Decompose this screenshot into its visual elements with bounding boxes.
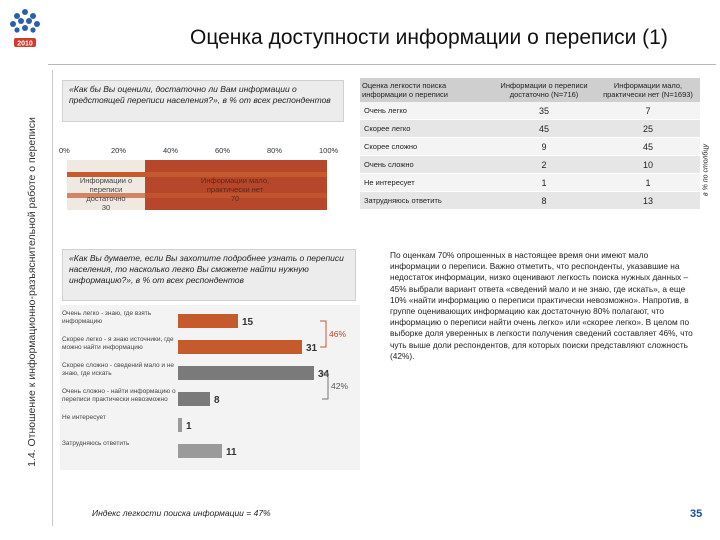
chart2-value-label: 15 [242, 317, 254, 328]
chart1-tick-label: 0% [59, 146, 70, 155]
question-2-box: «Как Вы думаете, если Вы захотите подробнее узнать о переписи населения, то насколько легко Вы сможете найти нужную информацию?», в % от всех респондентов [62, 249, 356, 301]
chart2-bar [178, 340, 302, 354]
table-value-col1: 1 [492, 174, 596, 192]
chart2-value-label: 1 [186, 421, 192, 432]
chart2-horizontal-bars [60, 305, 360, 470]
chart2-value-label: 34 [318, 369, 330, 380]
table-value-col2: 25 [596, 120, 700, 138]
ease-of-search-table [360, 78, 700, 210]
table-row [360, 138, 700, 156]
table-row-label: Очень сложно [360, 156, 492, 174]
chart2-bar [178, 418, 182, 432]
chart2-value-label: 11 [226, 447, 237, 458]
chart2-category-text: Очень легко - знаю, где взять информацию [62, 310, 152, 325]
table-row [360, 192, 700, 210]
chart2-value-label: 8 [214, 395, 220, 406]
chart2-bar [178, 392, 210, 406]
table-row [360, 174, 700, 192]
chart2-category-label [62, 414, 176, 440]
chart2-category-label [62, 362, 176, 388]
table-row [360, 120, 700, 138]
question-1-box: «Как бы Вы оценили, достаточно ли Вам информации о предстоящей переписи населения?», в % от всех респондентов [62, 80, 344, 122]
table-value-col1: 2 [492, 156, 596, 174]
table-row-label: Скорее легко [360, 120, 492, 138]
table-value-col2: 7 [596, 102, 700, 120]
chart1-tick-label: 60% [215, 146, 231, 155]
table-value-col2: 10 [596, 156, 700, 174]
table-value-col1: 45 [492, 120, 596, 138]
chart2-category-label [62, 310, 176, 336]
table-row-label: Очень легко [360, 102, 492, 120]
chart2-category-text: Скорее сложно - сведений мало и не знаю, где искать [62, 362, 175, 377]
chart1-label-insufficient [185, 176, 285, 203]
table-header-label: Оценка легкости поиска информации о переписи [360, 78, 492, 102]
chart2-category-label [62, 440, 176, 466]
page-number: 35 [690, 508, 703, 520]
chart2-category-label [62, 388, 176, 414]
title-divider [48, 64, 716, 65]
chart2-bar [178, 366, 314, 380]
table-row-label: Затрудняюсь ответить [360, 192, 492, 210]
chart2-value-label: 31 [306, 343, 318, 354]
table-side-note: в % по столбцу [702, 144, 710, 196]
logo-year: 2010 [17, 40, 33, 48]
table-value-col2: 13 [596, 192, 700, 210]
chart2-category-text: Скорее легко - я знаю источники, где можно найти информацию [62, 336, 174, 351]
side-divider [52, 70, 53, 526]
table-value-col2: 1 [596, 174, 700, 192]
table-value-col1: 8 [492, 192, 596, 210]
chart2-bar [178, 314, 238, 328]
table-row [360, 102, 700, 120]
table-row [360, 156, 700, 174]
chart1-label-sufficient-text: Информации о переписи достаточно [79, 176, 133, 203]
chart2-bar [178, 444, 222, 458]
census-logo [6, 6, 44, 54]
chart1-label-insufficient-value: 70 [230, 194, 240, 203]
chart1-tick-label: 100% [319, 146, 339, 155]
table-value-col1: 9 [492, 138, 596, 156]
table-value-col1: 35 [492, 102, 596, 120]
footnote-index: Индекс легкости поиска информации = 47% [92, 508, 271, 518]
chart1-label-sufficient [71, 176, 141, 212]
section-side-label: 1.4. Отношение к информационно-разъяснительной работе о переписи [26, 117, 38, 467]
analysis-paragraph: По оценкам 70% опрошенных в настоящее время они имеют мало информации о переписи. Важно отметить, что респонденты, указавшие на недостаток информации, низко оценивают легкость поиска нужных данных – 45% выбрали вариант ответа «сведений мало и не знаю, где искать», а еще 10% «найти информацию о переписи практически невозможно». Напротив, в группе оценивающих информацию как достаточную 80% полагают, что информацию о переписи найти очень легко» или «скорее легко». В целом по выборке доля уверенных в легкости получения сведений составляет 46%, что чуть выше доли респондентов, для которых поиски представляют сложность (42%). [390, 250, 693, 361]
slide-title: Оценка доступности информации о переписи (1) [190, 26, 668, 49]
table-row-label: Скорее сложно [360, 138, 492, 156]
chart2-category-text: Не интересует [62, 414, 106, 421]
chart1-tick-label: 40% [163, 146, 179, 155]
chart2-category-label [62, 336, 176, 362]
chart1-tick-label: 20% [111, 146, 127, 155]
chart2-group-label: 42% [331, 381, 349, 391]
table-header-col1: Информации о переписи достаточно (N=716) [492, 78, 596, 102]
chart1-tick-label: 80% [267, 146, 283, 155]
table-row-label: Не интересует [360, 174, 492, 192]
chart2-category-text: Затрудняюсь ответить [62, 440, 130, 447]
table-header-col2: Информации мало, практически нет (N=1693) [596, 78, 700, 102]
chart1-label-insufficient-text: Информации мало, практически нет [200, 176, 270, 194]
table-value-col2: 45 [596, 138, 700, 156]
chart1-stacked-bar [67, 160, 327, 210]
chart2-category-text: Очень сложно - найти информацию о переписи практически невозможно [62, 388, 176, 403]
chart2-group-label: 46% [329, 329, 347, 339]
chart1-label-sufficient-value: 30 [101, 203, 111, 212]
